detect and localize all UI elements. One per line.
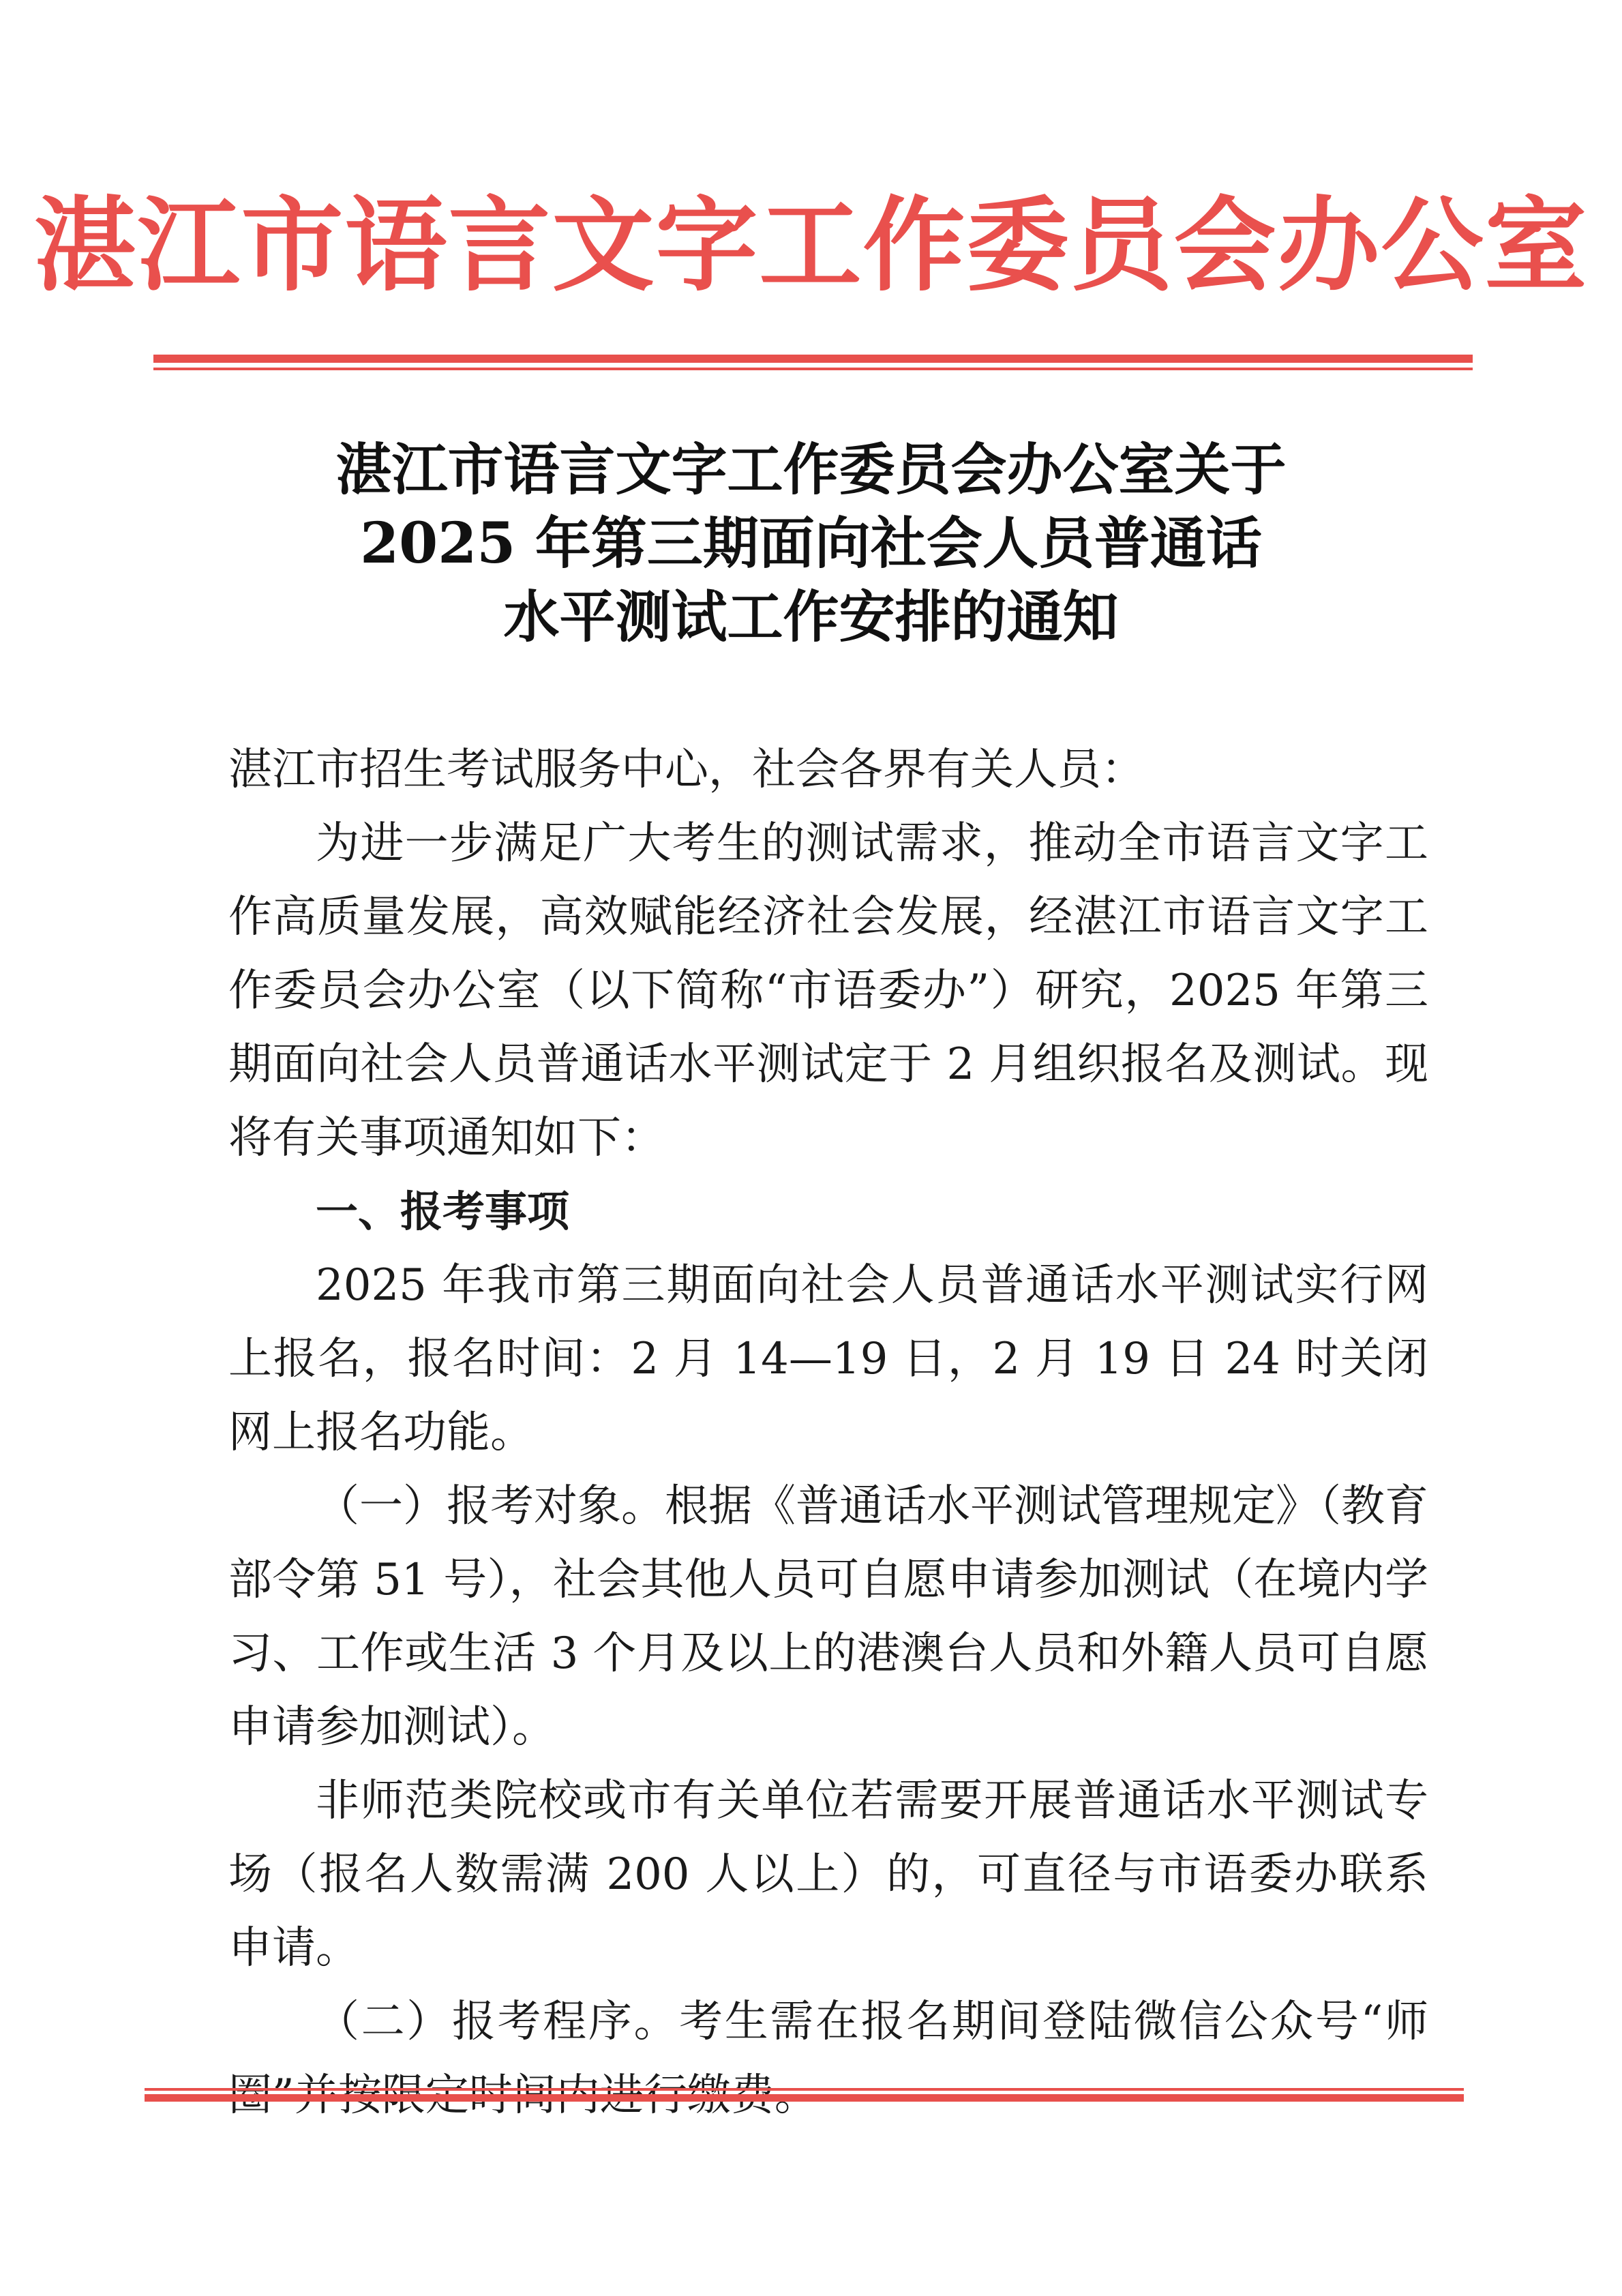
- item-2-paragraph: （二）报考程序。考生需在报名期间登陆微信公众号“师: [316, 1997, 1428, 2047]
- salutation: 湛江市招生考试服务中心，社会各界有关人员：: [228, 745, 1145, 795]
- section-1-heading: 一、报考事项: [316, 1187, 570, 1236]
- footer-divider-thick: [145, 2094, 1464, 2102]
- title-line-1: 湛江市语言文字工作委员会办公室关于: [335, 437, 1287, 503]
- item-1-paragraph: （一）报考对象。根据《普通话水平测试管理规定》（教育部令第 51 号），社会其他人员可自愿申请参加测试（在境内学习、工作或生活 3 个月及以上的港澳台人员和外籍人员可自愿申请参加测试）。: [228, 1481, 1428, 1753]
- title-line-2: 2025 年第三期面向社会人员普通话: [360, 511, 1262, 576]
- item-1-note-paragraph: 非师范类院校或市有关单位若需要开展普通话水平测试专场（报名人数需满 200 人以上）的，可直径与市语委办联系申请。: [228, 1776, 1428, 1973]
- issuing-office-masthead: 湛江市语言文字工作委员会办公室: [33, 185, 1589, 305]
- title-line-3: 水平测试工作安排的通知: [503, 584, 1119, 650]
- masthead-divider-thick: [153, 355, 1473, 363]
- section-1-paragraph: 2025 年我市第三期面向社会人员普通话水平测试实行网上报名，报名时间：2 月 14—19 日，2 月 19 日 24 时关闭网上报名功能。: [228, 1260, 1428, 1458]
- document-title: [0, 433, 1622, 654]
- masthead-divider-thin: [153, 368, 1473, 370]
- footer-divider-thin: [145, 2088, 1464, 2091]
- intro-paragraph: 为进一步满足广大考生的测试需求，推动全市语言文字工作高质量发展，高效赋能经济社会发展，经湛江市语言文字工作委员会办公室（以下简称“市语委办”）研究，2025 年第三期面向社会人员普通话水平测试定于 2 月组织报名及测试。现将有关事项通知如下：: [228, 818, 1428, 1163]
- document-body: [228, 733, 1428, 2132]
